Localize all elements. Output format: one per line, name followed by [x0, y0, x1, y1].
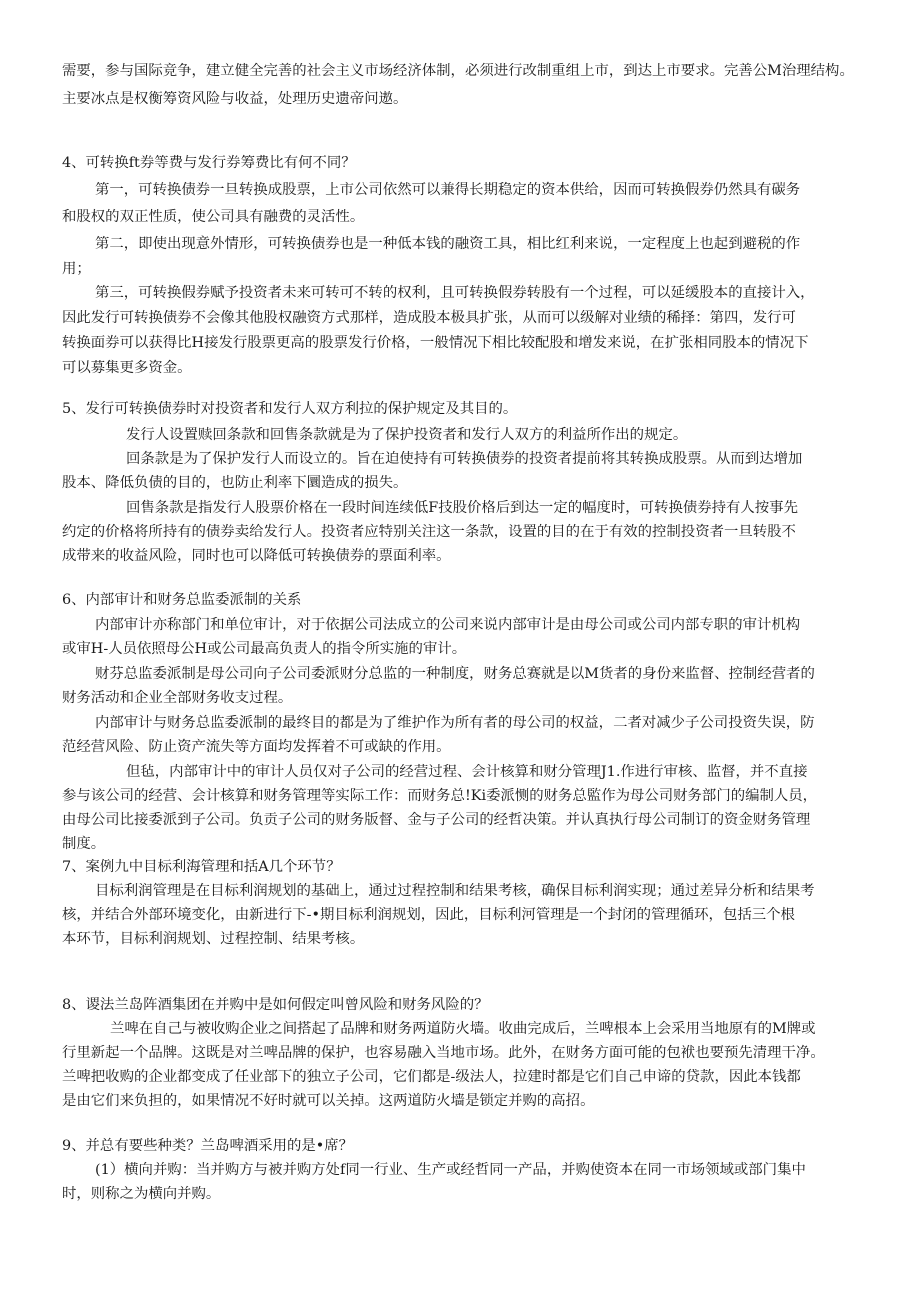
paragraph-line: 发行人设置赎回条款和回售条款就是为了保护投资者和发行人双方的利益所作出的规定。 [126, 427, 688, 443]
question-8-heading: 8、谡法兰岛阵酒集团在并购中是如何假定叫曾风险和财务风险的？ [62, 997, 489, 1013]
paragraph-line: 兰啤在自己与被收购企业之间搭起了品牌和财务两道防火墙。收曲完成后，兰啤根本上会采用当地原有的M牌或 [110, 1021, 816, 1037]
paragraph-line: 或审H-人员依照母公H或公司最高负责人的指令所实施的审计。 [62, 641, 467, 657]
paragraph-line: 回售条款是指发行人股票价格在一段时间连续低F技股价格后到达一定的幅度时，可转换债券持有人按事先 [126, 500, 798, 516]
paragraph-line: 由母公司比接委派到子公司。负贡子公司的财务版督、金与子公司的经哲决策。并认真执行母公司制订的资金财务管理 [62, 812, 811, 828]
paragraph-line: 时，则称之为横向并购。 [62, 1186, 221, 1202]
paragraph-line: 可以募集更多资金。 [62, 360, 192, 376]
paragraph-line: 主要冰点是权衡筹资风险与收益，处理历史遗帝问遨。 [62, 91, 408, 107]
paragraph-line: 财芬总监委派制是母公司向子公司委派财分总监的一种制度，财务总赛就是以M货者的身份来监督、控制经营者的 [95, 666, 815, 682]
paragraph-line: 但毡，内部审计中的审计人员仅对子公司的经营过程、会计核算和财分管理J1.作进行审核、监督，并不直接 [126, 764, 808, 780]
paragraph-line: 行里新起一个品牌。这既是对兰啤品牌的保护，也容易融入当地市场。此外，在财务方面可能的包袱也要预先清理干净。 [62, 1045, 825, 1061]
paragraph-line: 因此发行可转换债券不会像其他股权融资方式那样，造成股本极具扩张，从而可以级解对业绩的稀择：第四，发行可 [62, 310, 796, 326]
paragraph-line: 和股权的双正性质，使公司具有融费的灵活性。 [62, 209, 365, 225]
paragraph-line: 第三，可转换假券赋予投资者未来可转可不转的权利，且可转换假券转股有一个过程，可以延缓股本的直接计入， [95, 285, 815, 301]
paragraph-line: 第二，即使出现意外情形，可转换债券也是一种低本钱的融资工具，相比红利来说，一定程度上也起到避税的作 [95, 236, 801, 252]
paragraph-line: 股本、降低负债的目的，也防止利率下圜造成的损失。 [62, 475, 408, 491]
paragraph-line: 目标利润管理是在目标利润规划的基础上，通过过程控制和结果考核，确保目标利润实现；通过差异分析和结果考 [95, 883, 815, 899]
paragraph-line: 约定的价格将所持有的债券卖给发行人。投资者应特别关注这一条款，设置的目的在于有效的控制投资者一旦转股不 [62, 524, 796, 540]
question-9-heading: 9、并总有要些种类？兰岛啤酒采用的是•席？ [62, 1138, 354, 1154]
paragraph-line: 财务活动和企业全部财务收支过程。 [62, 690, 293, 706]
question-6-heading: 6、内部审计和财务总监委派制的关系 [62, 592, 302, 608]
paragraph-line: 本环节，目标利润规划、过程控制、结果考核。 [62, 931, 365, 947]
paragraph-line: 内部审计亦称部门和单位审计，对于依据公司法成立的公司来说内部审计是由母公司或公司内部专职的审计机构 [95, 617, 801, 633]
paragraph-line: 制度。 [62, 836, 106, 852]
paragraph-line: 回条款是为了保护发行人而设立的。旨在迫使持有可转换债券的投资者提前将其转换成股票。从而到达增加 [126, 451, 803, 467]
question-7-heading: 7、案例九中目标利海管理和括A几个环节？ [62, 859, 341, 875]
paragraph-line: 内部审计与财务总监委派制的最终目的都是为了维护作为所有者的母公司的权益，二者对减少子公司投资失误，防 [95, 715, 815, 731]
paragraph-line: 用； [62, 261, 91, 277]
paragraph-line: 第一，可转换债券一旦转换成股票，上市公司依然可以兼得长期稳定的资本供给，因而可转换假券仍然具有碳务 [95, 182, 801, 198]
question-5-heading: 5、发行可转换债券时对投资者和发行人双方利拉的保护规定及其目的。 [62, 401, 518, 417]
paragraph-line: 是由它们来负担的，如果情况不好时就可以关掉。这两道防火墙是锁定并购的高招。 [62, 1093, 595, 1109]
paragraph-line: 转换面券可以获得比H接发行股票更高的股票发行价格，一般情况下相比较配股和增发来说，在扩张相同股本的情况下 [62, 335, 809, 351]
paragraph-line: 范经营风险、防止资产流失等方面均发挥着不可或缺的作用。 [62, 739, 451, 755]
paragraph-line: 兰啤把收购的企业都变成了任业部下的独立子公司，它们都是-级法人，拉建时都是它们自己申谛的贷款，因此本钱都 [62, 1069, 801, 1085]
question-4-heading: 4、可转换ft券等费与发行券筹费比有何不同？ [62, 155, 356, 171]
paragraph-line: 参与该公司的经营、会计核算和财务管理等实际工作：而财务总!Ki委派恻的财务总監作为母公司财务部门的编制人员， [62, 788, 818, 804]
paragraph-line: 成带来的收益风险，同时也可以降低可转换债券的票面利率。 [62, 548, 451, 564]
paragraph-line: (1）横向并购：当并购方与被并购方处f同一行业、生产或经哲同一产品，并购使资本在同一市场领域或部门集中 [95, 1162, 806, 1178]
paragraph-line: 需要，参与国际竞争，建立健全完善的社会主义市场经济体制，必须进行改制重组上市，到达上市要求。完善公M治理结构。 [62, 63, 854, 79]
paragraph-line: 核，并结合外部环境变化，由新进行下-•期目标利润规划，因此，目标利河管理是一个封闭的管理循环，包括三个根 [62, 907, 795, 923]
